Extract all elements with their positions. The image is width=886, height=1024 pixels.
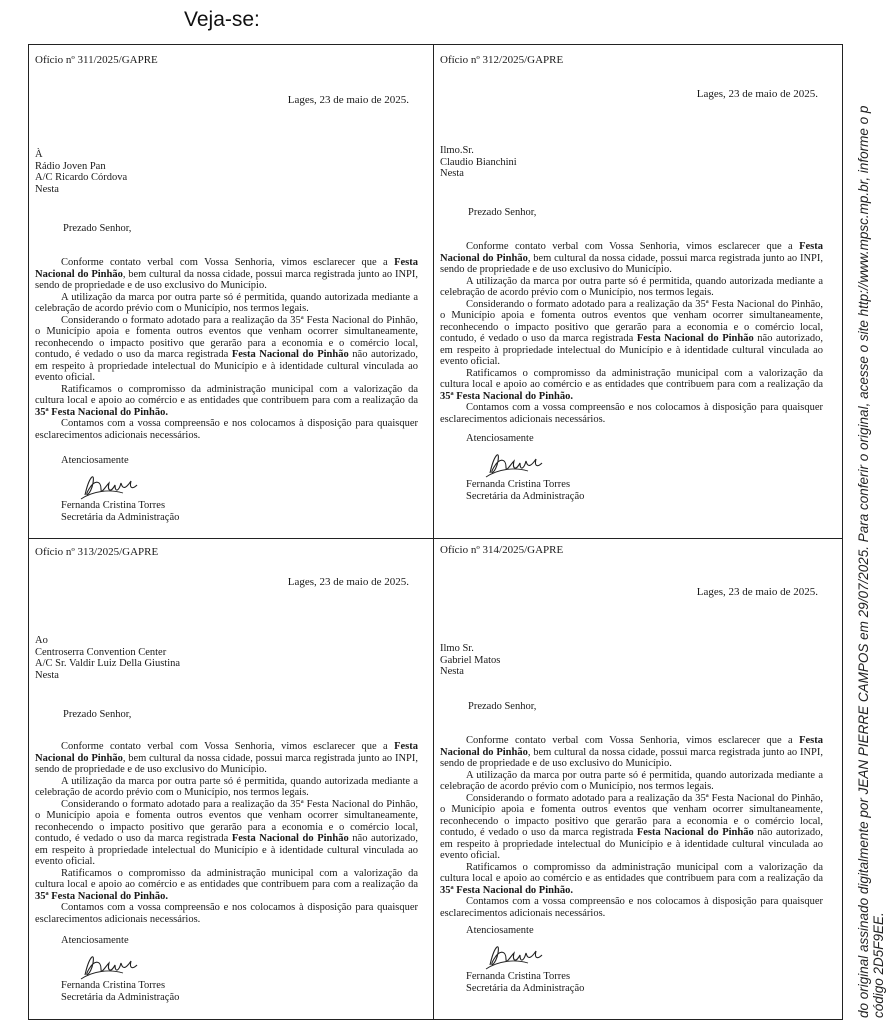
signer-block (466, 971, 584, 995)
closing: Atenciosamente (61, 935, 129, 946)
oficio-number: Ofício nº 312/2025/GAPRE (440, 54, 564, 66)
signer-role: Secretária da Administração (466, 491, 585, 502)
paragraph-4-text: Ratificamos o compromisso da administração municipal com a valorização da cultura local e apoio ao comércio e as entidades que contribuem para com a realização da (35, 383, 418, 406)
signer-block (466, 479, 584, 503)
paragraph-3-emphasis: Festa Nacional do Pinhão (636, 827, 754, 838)
addressee-line: Rádio Joven Pan (35, 160, 106, 172)
paragraph-2: A utilização da marca por outra parte só é permitida, quando autorizada mediante a celebração de acordo prévio com o Município, nos termos legais. (440, 769, 823, 792)
handwritten-signature (484, 939, 546, 971)
signer-role: Secretária da Administração (466, 983, 585, 994)
letter-312 (434, 45, 843, 539)
signer-role: Secretária da Administração (61, 992, 180, 1003)
paragraph-3 (440, 793, 823, 862)
paragraph-5: Contamos com a vossa compreensão e nos colocamos à disposição para quaisquer esclarecimentos adicionais necessários. (440, 896, 823, 919)
paragraph-3 (440, 299, 823, 368)
letter-body (440, 241, 823, 425)
letter-311 (29, 45, 434, 539)
paragraph-4 (35, 384, 418, 419)
paragraph-4 (440, 862, 823, 897)
signer-name: Fernanda Cristina Torres (466, 971, 571, 982)
paragraph-4 (440, 368, 823, 403)
addressee-line: Ilmo.Sr. (440, 145, 474, 156)
oficio-number: Ofício nº 313/2025/GAPRE (35, 546, 159, 558)
paragraph-1 (35, 257, 418, 292)
letter-date: Lages, 23 de maio de 2025. (287, 94, 409, 106)
paragraph-1-emphasis: Festa Nacional do Pinhão (440, 241, 823, 264)
paragraph-4 (35, 868, 418, 903)
paragraph-3-text: Considerando o formato adotado para a realização da 35ª Festa Nacional do Pinhão, o Município apoia e fomenta outros eventos que venham ocorrer simultaneamente, reconhecendo o impacto positivo que gerarão para a economia e o comércio local, contudo, é vedado o uso da marca registrada (440, 298, 823, 344)
addressee-line: A/C Sr. Valdir Luiz Della Giustina (35, 658, 181, 669)
paragraph-4-emphasis: 35ª Festa Nacional do Pinhão. (35, 406, 168, 418)
letter-body (35, 257, 418, 441)
paragraph-1-text: Conforme contato verbal com Vossa Senhoria, vimos esclarecer que a (466, 735, 800, 746)
paragraph-3-text: Considerando o formato adotado para a realização da 35ª Festa Nacional do Pinhão, o Município apoia e fomenta outros eventos que venham ocorrer simultaneamente, reconhecendo o impacto positivo que gerarão para a economia e o comércio local, contudo, é vedado o uso da marca registrada (35, 798, 418, 844)
paragraph-1-text: Conforme contato verbal com Vossa Senhoria, vimos esclarecer que a (61, 257, 395, 268)
handwritten-signature (79, 949, 141, 981)
oficio-number: Ofício nº 311/2025/GAPRE (35, 54, 158, 66)
paragraph-1 (440, 735, 823, 770)
paragraph-2: A utilização da marca por outra parte só é permitida, quando autorizada mediante a celebração de acordo prévio com o Município, nos termos legais. (440, 275, 823, 298)
paragraph-4-emphasis: 35ª Festa Nacional do Pinhão. (440, 884, 573, 896)
letters-grid (28, 44, 843, 1020)
addressee-line: Gabriel Matos (440, 654, 501, 666)
signer-block (61, 500, 179, 524)
letter-314 (434, 539, 843, 1020)
letter-313 (29, 539, 434, 1020)
paragraph-1 (35, 741, 418, 776)
paragraph-1-emphasis: Festa Nacional do Pinhão (35, 257, 418, 280)
handwritten-signature (484, 447, 546, 479)
greeting: Prezado Senhor, (468, 207, 537, 218)
paragraph-1-text-end: , bem cultural da nossa cidade, possui marca registrada junto ao INPI, sendo de propriedade e de uso exclusivo do Município. (440, 252, 823, 275)
paragraph-4-emphasis: 35ª Festa Nacional do Pinhão. (35, 890, 168, 902)
paragraph-3-emphasis: Festa Nacional do Pinhão (231, 349, 349, 360)
paragraph-3-text: Considerando o formato adotado para a realização da 35ª Festa Nacional do Pinhão, o Município apoia e fomenta outros eventos que venham ocorrer simultaneamente, reconhecendo o impacto positivo que gerarão para a economia e o comércio local, contudo, é vedado o uso da marca registrada (35, 314, 418, 360)
signer-role: Secretária da Administração (61, 512, 180, 523)
paragraph-1-text-end: , bem cultural da nossa cidade, possui marca registrada junto ao INPI, sendo de propriedade e de uso exclusivo do Município. (35, 752, 418, 775)
paragraph-3-text-end: não autorizado, em respeito à propriedade intelectual do Município e à identidade cultural vinculada ao evento oficial. (35, 833, 418, 867)
addressee-line: Claudio Bianchini (440, 156, 517, 168)
oficio-number: Ofício nº 314/2025/GAPRE (440, 544, 564, 556)
paragraph-3-emphasis: Festa Nacional do Pinhão (231, 833, 349, 844)
signature-note-verify: Para conferir o original, acesse o site http://www.mpsc.mp.br, informe o p (856, 105, 871, 543)
paragraph-3 (35, 315, 418, 384)
paragraph-1-emphasis: Festa Nacional do Pinhão (35, 741, 418, 764)
paragraph-4-text: Ratificamos o compromisso da administração municipal com a valorização da cultura local e apoio ao comércio e as entidades que contribuem para com a realização da (440, 861, 823, 884)
paragraph-1-text: Conforme contato verbal com Vossa Senhoria, vimos esclarecer que a (61, 741, 395, 752)
paragraph-3-text-end: não autorizado, em respeito à propriedade intelectual do Município e à identidade cultural vinculada ao evento oficial. (440, 827, 823, 861)
paragraph-5: Contamos com a vossa compreensão e nos colocamos à disposição para quaisquer esclarecimentos adicionais necessários. (440, 402, 823, 425)
addressee-block (35, 635, 395, 681)
letter-date: Lages, 23 de maio de 2025. (287, 576, 409, 588)
closing: Atenciosamente (466, 433, 534, 444)
digital-signature-note (856, 6, 886, 1018)
addressee-line: À (35, 149, 43, 160)
addressee-line: Ao (35, 635, 48, 646)
paragraph-3-text: Considerando o formato adotado para a realização da 35ª Festa Nacional do Pinhão, o Município apoia e fomenta outros eventos que venham ocorrer simultaneamente, reconhecendo o impacto positivo que gerarão para a economia e o comércio local, contudo, é vedado o uso da marca registrada (440, 792, 823, 838)
signer-name: Fernanda Cristina Torres (466, 479, 571, 490)
greeting: Prezado Senhor, (468, 701, 537, 712)
addressee-block (440, 145, 800, 180)
greeting: Prezado Senhor, (63, 223, 132, 234)
paragraph-2: A utilização da marca por outra parte só é permitida, quando autorizada mediante a celebração de acordo prévio com o Município, nos termos legais. (35, 775, 418, 798)
signature-note-code: código 2D5F9EE. (871, 912, 886, 1018)
signature-note-lead: do original assinado digitalmente por JEAN PIERRE CAMPOS em 29/07/2025. (856, 542, 871, 1018)
paragraph-1-text-end: , bem cultural da nossa cidade, possui marca registrada junto ao INPI, sendo de propriedade e de uso exclusivo do Município. (440, 746, 823, 769)
paragraph-4-text: Ratificamos o compromisso da administração municipal com a valorização da cultura local e apoio ao comércio e as entidades que contribuem para com a realização da (35, 867, 418, 890)
addressee-line: Nesta (440, 666, 464, 677)
greeting: Prezado Senhor, (63, 709, 132, 720)
paragraph-1-text-end: , bem cultural da nossa cidade, possui marca registrada junto ao INPI, sendo de propriedade e de uso exclusivo do Município. (35, 268, 418, 291)
addressee-line: Ilmo Sr. (440, 643, 474, 654)
paragraph-4-text: Ratificamos o compromisso da administração municipal com a valorização da cultura local e apoio ao comércio e as entidades que contribuem para com a realização da (440, 367, 823, 390)
signer-name: Fernanda Cristina Torres (61, 980, 166, 991)
letter-date: Lages, 23 de maio de 2025. (696, 586, 818, 598)
paragraph-1-text: Conforme contato verbal com Vossa Senhoria, vimos esclarecer que a (466, 241, 800, 252)
paragraph-5: Contamos com a vossa compreensão e nos colocamos à disposição para quaisquer esclarecimentos adicionais necessários. (35, 902, 418, 925)
addressee-line: A/C Ricardo Córdova (35, 172, 128, 183)
addressee-block (440, 643, 800, 678)
paragraph-4-emphasis: 35ª Festa Nacional do Pinhão. (440, 390, 573, 402)
letter-date: Lages, 23 de maio de 2025. (696, 88, 818, 100)
paragraph-3 (35, 799, 418, 868)
paragraph-5: Contamos com a vossa compreensão e nos colocamos à disposição para quaisquer esclarecimentos adicionais necessários. (35, 418, 418, 441)
addressee-line: Nesta (440, 168, 464, 179)
addressee-line: Nesta (35, 183, 59, 195)
addressee-block (35, 149, 395, 195)
letter-body (440, 735, 823, 919)
page-heading: Veja-se: (184, 8, 260, 31)
paragraph-3-text-end: não autorizado, em respeito à propriedade intelectual do Município e à identidade cultural vinculada ao evento oficial. (440, 333, 823, 367)
paragraph-3-text-end: não autorizado, em respeito à propriedade intelectual do Município e à identidade cultural vinculada ao evento oficial. (35, 349, 418, 383)
signer-name: Fernanda Cristina Torres (61, 500, 166, 511)
addressee-line: Nesta (35, 669, 59, 681)
closing: Atenciosamente (466, 925, 534, 936)
closing: Atenciosamente (61, 455, 129, 466)
handwritten-signature (79, 469, 141, 501)
paragraph-3-emphasis: Festa Nacional do Pinhão (636, 333, 754, 344)
letter-body (35, 741, 418, 925)
addressee-line: Centroserra Convention Center (35, 646, 167, 658)
paragraph-2: A utilização da marca por outra parte só é permitida, quando autorizada mediante a celebração de acordo prévio com o Município, nos termos legais. (35, 291, 418, 314)
paragraph-1 (440, 241, 823, 276)
paragraph-1-emphasis: Festa Nacional do Pinhão (440, 735, 823, 758)
signer-block (61, 980, 179, 1004)
